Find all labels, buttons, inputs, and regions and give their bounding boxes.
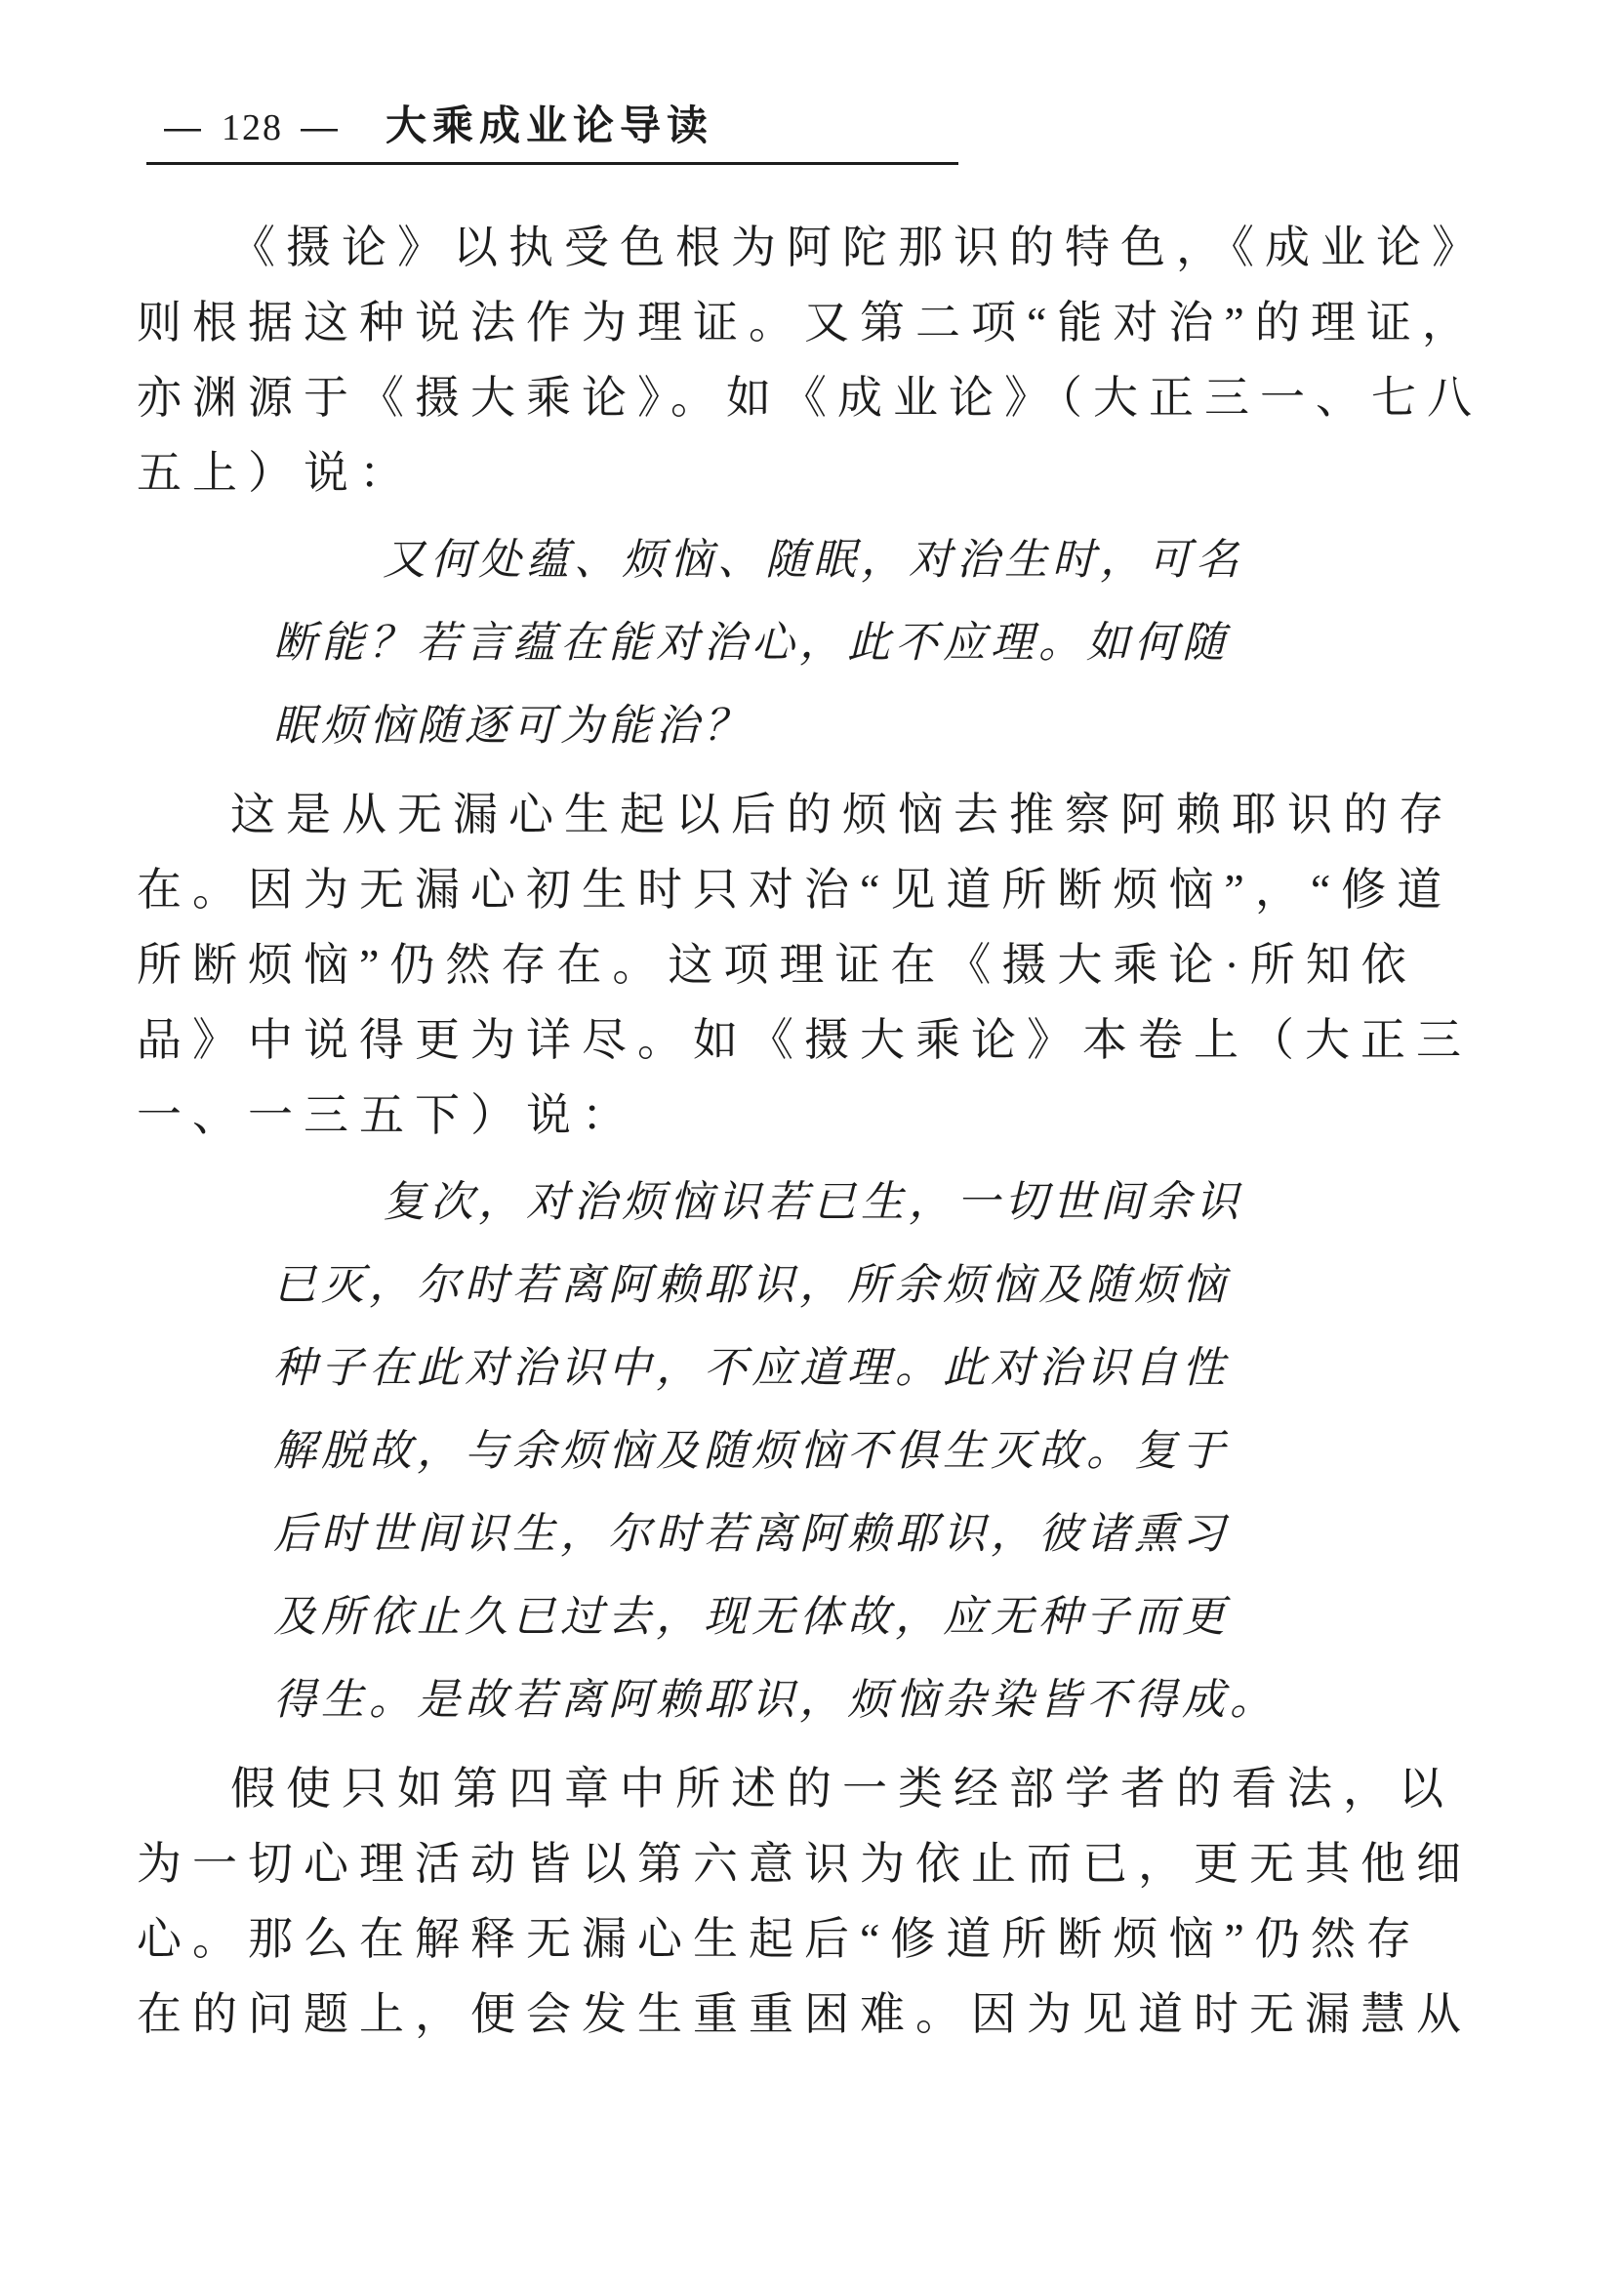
header-left-dash: — xyxy=(164,107,204,148)
paragraph-3 xyxy=(137,1751,1497,2052)
quote-line: 已灭，尔时若离阿赖耶识，所余烦恼及随烦恼 xyxy=(273,1260,1230,1310)
text-line: 则根据这种说法作为理证。又第二项“能对治”的理证， xyxy=(137,298,1478,347)
quote-line: 得生。是故若离阿赖耶识，烦恼杂染皆不得成。 xyxy=(273,1675,1278,1725)
quote-line: 断能？若言蕴在能对治心，此不应理。如何随 xyxy=(273,618,1230,668)
text-line: 亦渊源于《摄大乘论》。如《成业论》（大正三一、七八 xyxy=(137,373,1482,423)
quote-line: 后时世间识生，尔时若离阿赖耶识，彼诸熏习 xyxy=(273,1509,1230,1559)
quote-line: 复次，对治烦恼识若已生，一切世间余识 xyxy=(383,1177,1243,1227)
text-line: 在。因为无漏心初生时只对治“见道所断烦恼”，“修道 xyxy=(137,865,1453,915)
quote-line: 又何处蕴、烦恼、随眠，对治生时，可名 xyxy=(383,535,1243,585)
text-line: 所断烦恼”仍然存在。这项理证在《摄大乘论·所知依 xyxy=(137,940,1417,990)
quote-line: 解脱故，与余烦恼及随烦恼不俱生灭故。复于 xyxy=(273,1426,1230,1476)
quote-line: 眠烦恼随逐可为能治？ xyxy=(273,701,751,751)
paragraph-2 xyxy=(137,777,1497,1153)
text-line: 心。那么在解释无漏心生起后“修道所断烦恼”仍然存 xyxy=(137,1914,1422,1964)
quote-line: 种子在此对治识中，不应道理。此对治识自性 xyxy=(273,1343,1230,1393)
text-line: 为一切心理活动皆以第六意识为依止而已，更无其他细 xyxy=(137,1839,1472,1889)
text-line: 五上）说： xyxy=(137,448,415,498)
text-line: 品》中说得更为详尽。如《摄大乘论》本卷上（大正三 xyxy=(137,1015,1472,1065)
page-number: 128 xyxy=(222,107,283,148)
text-line: 假使只如第四章中所述的一类经部学者的看法，以 xyxy=(230,1764,1454,1814)
text-line: 这是从无漏心生起以后的烦恼去推察阿赖耶识的存 xyxy=(230,790,1454,839)
running-head xyxy=(146,94,958,165)
header-right-dash: — xyxy=(301,107,341,148)
quote-line: 及所依止久已过去，现无体故，应无种子而更 xyxy=(273,1592,1230,1642)
block-quote-2 xyxy=(273,1153,1497,1751)
text-line: 在的问题上，便会发生重重困难。因为见道时无漏慧从 xyxy=(137,1989,1472,2039)
text-column xyxy=(137,210,1497,2052)
text-line: 一、一三五下）说： xyxy=(137,1090,637,1140)
text-line: 《摄论》以执受色根为阿陀那识的特色，《成业论》 xyxy=(230,223,1487,272)
paragraph-1 xyxy=(137,210,1497,510)
book-title: 大乘成业论导读 xyxy=(386,104,714,149)
block-quote-1 xyxy=(273,510,1497,777)
